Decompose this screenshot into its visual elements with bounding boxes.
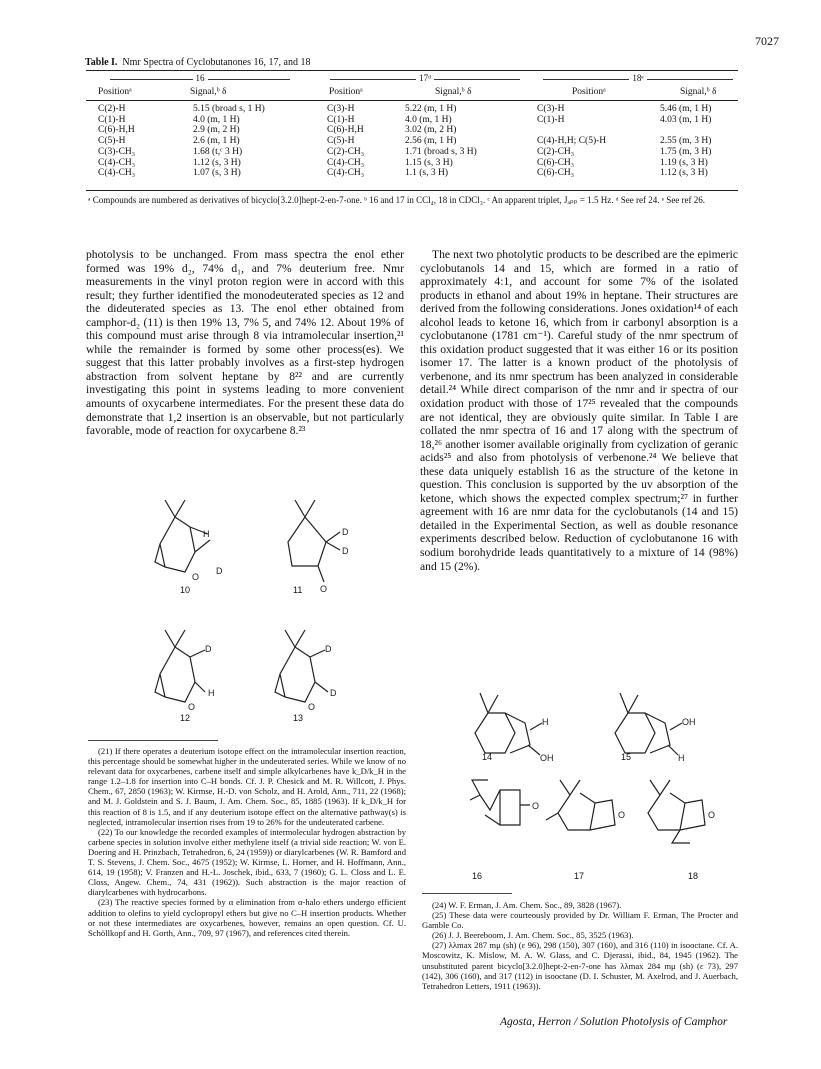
header-signal-18: Signal,ᵇ δ bbox=[680, 87, 717, 97]
structures-10-13 bbox=[120, 482, 410, 732]
table-cell: 1.12 (s, 3 H) bbox=[193, 157, 241, 168]
col-17-signal bbox=[405, 104, 477, 179]
left-column-text: photolysis to be unchanged. From mass spectra the enol ether formed was 19% d₂, 74% d₁, and 7% deuterium free. Nmr measurements in the vinyl proton region were in accord with this result; they further identified the monodeuterated species as 12 and the dideuterated species as 13. The enol ether obtained from camphor-d₂ (11) is then 19% 13, 7% 5, and 74% 12. About 19% of this compound must arise through 8 via intramolecular insertion,²¹ while the remainder is formed by some other process(es). We suggest that this latter probably involves as a first-step hydrogen abstraction from solvent heptane by 8²² and are currently investigating this point in systems leading to more convenient amounts of oxycarbene intermediates. For the present these data do demonstrate that 1,2 insertion is an observable, but not particularly favorable, mode of reaction for oxycarbene 8.²³ bbox=[86, 248, 404, 438]
table-cell: 1.1 (s, 3 H) bbox=[405, 168, 449, 179]
table-cell: 1.68 (t,ᶜ 3 H) bbox=[193, 146, 243, 157]
table-cell: C(4)-CH₃ bbox=[327, 168, 365, 179]
table-cell: 1.75 (m, 3 H) bbox=[660, 146, 712, 157]
table-cell: C(6)-CH₃ bbox=[537, 168, 575, 179]
footnote-26: (26) J. J. Beereboom, J. Am. Chem. Soc., 85, 3525 (1963). bbox=[432, 930, 634, 941]
table-cell: C(6)-H,H bbox=[98, 125, 135, 136]
table-cell: 2.9 (m, 2 H) bbox=[193, 125, 240, 136]
table-caption bbox=[85, 57, 310, 68]
col-16-signal bbox=[193, 104, 265, 179]
table-cell: C(1)-H bbox=[537, 114, 565, 125]
label-16: 16 bbox=[472, 871, 483, 881]
label-17: 17 bbox=[574, 871, 585, 881]
svg-text:OH: OH bbox=[682, 717, 696, 727]
svg-text:O: O bbox=[618, 810, 626, 820]
structure-12 bbox=[155, 630, 215, 712]
svg-text:O: O bbox=[308, 702, 316, 712]
table-cell: C(6)-H,H bbox=[327, 125, 364, 136]
table-cell: 1.19 (s, 3 H) bbox=[660, 157, 708, 168]
footnote-21: (21) If there operates a deuterium isotope effect on the intramolecular insertion reaction, this percentage should be somewhat higher in the undeuterated series. While we know of no relevant data for oxycarbenes, carbene itself and simple alkylcarbenes have k_D/k_H in the range 1.2–1.8 for insertion into C–H bonds. Cf. J. P. Chesick and M. R. Willcott, J. Phys. Chem., 67, 2850 (1963); W. Kirmse, H.-D. von Scholz, and H. Arold, Ann., 711, 22 (1968); and M. J. Goldstein and S. J. Baum, J. Am. Chem. Soc., 85, 1885 (1963). If k_D/k_H for this reaction of 8 is 1.5, and if any deuterium isotope effect on the alternative pathway(s) is neglected, intramolecular insertion rises from 19 to 26% for the undeuterated carbene. bbox=[88, 746, 406, 827]
label-11: 11 bbox=[293, 585, 303, 595]
label-18: 18 bbox=[688, 871, 699, 881]
svg-text:H: H bbox=[208, 688, 215, 698]
svg-text:O: O bbox=[532, 801, 540, 811]
footnote-22: (22) To our knowledge the recorded examples of intermolecular hydrogen abstraction by carbene species in solution involve either methylene itself (a trivial side reaction; W. von E. Doering and H. Prinzbach, Tetrahedron, 6, 24 (1959)) or diarylcarbenes (W. R. Bamford and T. S. Stevens, J. Chem. Soc., 4675 (1952); W. Kirmse, L. Horner, and H. Hoffmann, Ann., 614, 19 (1958); V. Franzen and H.-L. Joschek, ibid., 633, 7 (1960); G. L. Closs and L. E. Closs, Angew. Chem., 74, 431 (1962)). Such abstraction is the major reaction of diarylcarbenes with hydrocarbons. bbox=[88, 826, 406, 898]
table-cell: C(6)-CH₃ bbox=[537, 157, 575, 168]
col-17-position bbox=[327, 104, 364, 179]
table-cell: C(3)-H bbox=[537, 104, 565, 114]
table-cell bbox=[660, 125, 711, 136]
svg-text:H: H bbox=[678, 753, 685, 763]
svg-text:D: D bbox=[216, 566, 223, 576]
structure-10 bbox=[155, 500, 223, 582]
running-footer: Agosta, Herron / Solution Photolysis of Camphor bbox=[500, 1016, 728, 1028]
table-cell: C(2)-CH₃ bbox=[537, 146, 575, 157]
svg-text:D: D bbox=[330, 688, 337, 698]
col-18-position bbox=[537, 104, 606, 179]
table-cell: 4.0 (m, 1 H) bbox=[193, 114, 240, 125]
right-footnote-rule bbox=[422, 893, 512, 894]
table-cell: 1.15 (s, 3 H) bbox=[405, 157, 453, 168]
col-16-position bbox=[98, 104, 135, 179]
table-cell: 5.46 (m, 1 H) bbox=[660, 104, 712, 114]
table-bottom-rule bbox=[86, 190, 738, 191]
table-footnote: ᵃ Compounds are numbered as derivatives of bicyclo[3.2.0]hept-2-en-7-one. ᵇ 16 and 17 in CCl₄, 18 in CDCl₃. ᶜ An apparent triplet, Jₐₚₚ = 1.5 Hz. ᵈ See ref 24. ᵉ See ref 26. bbox=[88, 195, 706, 205]
label-15: 15 bbox=[621, 752, 632, 762]
footnote-23: (23) The reactive species formed by α elimination from α-halo ethers undergo efficient addition to olefins to yield cyclopropyl ethers but give no C–H insertion products. Whether or not these intermediates are oxycarbenes, however, remains an open question. Cf. U. Schöllkopf and H. Gorth, Ann., 709, 97 (1967), and references cited therein. bbox=[88, 897, 406, 938]
table-cell: C(2)-CH₃ bbox=[327, 146, 365, 157]
header-position-18: Positionᵃ bbox=[572, 87, 606, 97]
label-14: 14 bbox=[482, 752, 493, 762]
page-number: 7027 bbox=[755, 34, 779, 48]
header-position-16: Positionᵃ bbox=[98, 87, 132, 97]
table-cell: C(5)-H bbox=[98, 136, 126, 147]
svg-text:D: D bbox=[205, 644, 212, 654]
label-13: 13 bbox=[293, 713, 304, 723]
structure-16 bbox=[470, 780, 539, 825]
footnote-27: (27) λλmax 287 mμ (sh) (ε 96), 298 (150), 307 (160), and 316 (110) in isooctane. Cf. A. Moscowitz, K. Mislow, M. A. W. Glass, and C. Djerassi, ibid., 84, 1945 (1962). The unsubstituted parent bicyclo[3.2.0]hept-2-en-7-one has λλmax 284 mμ (sh) (ε 73), 297 (142), 306 (160), and 317 (112) in isooctane (D. I. Schuster, M. Axelrod, and J. Auerbach, Tetrahedron Letters, 1911 (1963)). bbox=[422, 940, 738, 991]
table-cell: C(2)-H bbox=[98, 104, 126, 114]
structures-14-18 bbox=[450, 685, 740, 860]
table-cell: C(4)-CH₃ bbox=[98, 168, 136, 179]
table-cell: C(1)-H bbox=[327, 114, 355, 125]
table-cell: C(4)-H,H; C(5)-H bbox=[537, 136, 607, 147]
table-cell: 1.12 (s, 3 H) bbox=[660, 168, 708, 179]
svg-text:H: H bbox=[542, 717, 549, 727]
svg-text:H: H bbox=[203, 529, 210, 539]
table-top-rule bbox=[86, 70, 738, 71]
right-column-text: The next two photolytic products to be described are the epimeric cyclobutanols 14 and 15, which are formed in a ratio of approximately 4:1, and account for some 7% of the isolated products in ethanol and about 19% in heptane. Their structures are derived from the following considerations. Jones oxidation¹⁴ of each alcohol leads to ketone 16, which from ir carbonyl absorption is a cyclobutanone (1781 cm⁻¹). Careful study of the nmr spectrum of this oxidation product suggested that it was either 16 or its position isomer 17. The latter is a known product of the photolysis of verbenone, and its nmr spectrum has been analyzed in considerable detail.²⁴ While direct comparison of the nmr and ir spectra of our oxidation product with those of 17²⁵ revealed that the compounds are not identical, they are obviously quite similar. In Table I are collated the nmr spectra of 16 and 17 along with the spectrum of 18,²⁶ another isomer available originally from cyclization of geranic acids²⁵ and also from photolysis of verbenone.²⁴ We believe that these data uniquely establish 16 as the structure of the ketone in question. This conclusion is supported by the uv absorption of the ketone, which shows the expected complex spectrum;²⁷ in further agreement with 16 are nmr data for the cyclobutanols (14 and 15) detailed in the Experimental Section, as well as double resonance experiments described below. Reduction of cyclobutanone 16 with sodium borohydride leads quantitatively to a mixture of 14 (98%) and 15 (2%). bbox=[420, 248, 738, 573]
table-cell: 2.55 (m, 3 H) bbox=[660, 136, 712, 147]
table-cell: 4.0 (m, 1 H) bbox=[405, 114, 452, 125]
footnote-25: (25) These data were courteously provided by Dr. William F. Erman, The Procter and Gamble Co. bbox=[422, 910, 738, 931]
svg-text:O: O bbox=[320, 584, 328, 594]
table-cell: C(1)-H bbox=[98, 114, 126, 125]
table-label: Table I. bbox=[85, 57, 118, 68]
table-cell: 2.56 (m, 1 H) bbox=[405, 136, 457, 147]
table-cell: 4.03 (m, 1 H) bbox=[660, 114, 712, 125]
group-17: 17ᵈ bbox=[320, 73, 530, 83]
table-cell: 5.15 (broad s, 1 H) bbox=[193, 104, 265, 114]
table-cell: C(3)-CH₃ bbox=[98, 146, 136, 157]
table-cell: C(3)-H bbox=[327, 104, 355, 114]
table-cell: C(4)-CH₃ bbox=[98, 157, 136, 168]
label-12: 12 bbox=[180, 713, 191, 723]
table-cell: 1.07 (s, 3 H) bbox=[193, 168, 241, 179]
header-signal-16: Signal,ᵇ δ bbox=[190, 87, 227, 97]
svg-text:D: D bbox=[342, 546, 349, 556]
right-footnotes bbox=[422, 900, 738, 991]
left-footnotes bbox=[88, 746, 406, 938]
svg-text:D: D bbox=[342, 527, 349, 537]
structure-17 bbox=[546, 780, 625, 830]
header-signal-17: Signal,ᵇ δ bbox=[435, 87, 472, 97]
table-cell: 2.6 (m, 1 H) bbox=[193, 136, 240, 147]
group-16: 16 bbox=[90, 73, 310, 83]
structure-13 bbox=[275, 630, 337, 712]
col-18-signal bbox=[660, 104, 711, 179]
structure-11 bbox=[288, 500, 349, 594]
svg-text:O: O bbox=[708, 810, 716, 820]
table-header-rule bbox=[86, 100, 738, 101]
label-10: 10 bbox=[180, 585, 191, 595]
table-cell: 3.02 (m, 2 H) bbox=[405, 125, 457, 136]
svg-text:D: D bbox=[325, 644, 332, 654]
svg-text:O: O bbox=[192, 572, 200, 582]
left-footnote-rule bbox=[88, 740, 218, 741]
table-cell bbox=[537, 125, 606, 136]
svg-text:OH: OH bbox=[540, 753, 554, 763]
svg-text:O: O bbox=[188, 702, 196, 712]
table-cell: C(5)-H bbox=[327, 136, 355, 147]
table-cell: C(4)-CH₃ bbox=[327, 157, 365, 168]
table-cell: 5.22 (m, 1 H) bbox=[405, 104, 457, 114]
table-title: Nmr Spectra of Cyclobutanones 16, 17, and 18 bbox=[122, 57, 311, 68]
structure-18 bbox=[648, 780, 715, 843]
group-18: 18ᵉ bbox=[538, 73, 738, 83]
header-position-17: Positionᵃ bbox=[329, 87, 363, 97]
table-cell: 1.71 (broad s, 3 H) bbox=[405, 146, 477, 157]
footnote-24: (24) W. F. Erman, J. Am. Chem. Soc., 89, 3828 (1967). bbox=[432, 900, 622, 910]
